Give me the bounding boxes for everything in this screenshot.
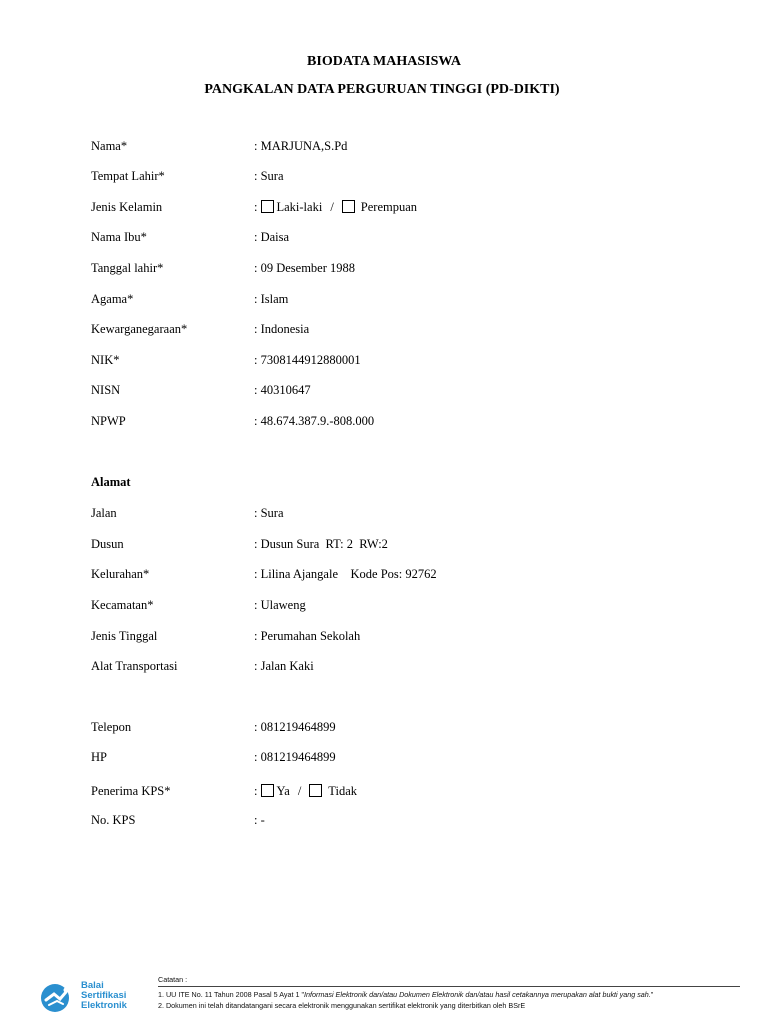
jk-colon: : bbox=[254, 200, 258, 214]
npwp-value: : 48.674.387.9.-808.000 bbox=[254, 414, 375, 428]
kewarganegaraan-value: : Indonesia bbox=[254, 322, 310, 336]
jenis-kelamin-options bbox=[254, 200, 417, 215]
nama-label: Nama* bbox=[91, 139, 128, 153]
perempuan-label: Perempuan bbox=[360, 200, 418, 214]
row-kecamatan bbox=[0, 598, 768, 616]
nama-ibu-label: Nama Ibu* bbox=[91, 230, 147, 244]
jalan-label: Jalan bbox=[91, 506, 117, 520]
jk-separator: / bbox=[330, 200, 334, 214]
jalan-value: : Sura bbox=[254, 506, 284, 520]
bsre-logo-icon bbox=[38, 980, 74, 1014]
nama-ibu-value: : Daisa bbox=[254, 230, 290, 244]
kps-separator: / bbox=[297, 784, 302, 798]
row-nama bbox=[0, 139, 768, 157]
logo-text-elektronik: Elektronik bbox=[81, 1000, 127, 1011]
kps-tidak-label: Tidak bbox=[328, 784, 358, 798]
telepon-label: Telepon bbox=[91, 720, 132, 734]
perempuan-checkbox[interactable] bbox=[342, 200, 355, 213]
row-telepon bbox=[0, 720, 768, 738]
footer-divider bbox=[158, 986, 740, 987]
kewarganegaraan-label: Kewarganegaraan* bbox=[91, 322, 188, 336]
document-subtitle: PANGKALAN DATA PERGURUAN TINGGI (PD-DIKTI) bbox=[204, 82, 560, 97]
no-kps-value: : - bbox=[254, 813, 265, 827]
row-nisn bbox=[0, 383, 768, 401]
row-kelurahan bbox=[0, 567, 768, 585]
nik-value: : 7308144912880001 bbox=[254, 353, 361, 367]
kps-tidak-checkbox[interactable] bbox=[309, 784, 322, 797]
row-npwp bbox=[0, 414, 768, 432]
row-nama-ibu bbox=[0, 230, 768, 248]
logo-text-sertifikasi: Sertifikasi bbox=[81, 990, 127, 1001]
row-jalan bbox=[0, 506, 768, 524]
row-kewarganegaraan bbox=[0, 322, 768, 340]
laki-laki-checkbox[interactable] bbox=[261, 200, 274, 213]
document-title: BIODATA MAHASISWA bbox=[307, 54, 461, 69]
row-jenis-kelamin bbox=[0, 200, 768, 218]
agama-value: : Islam bbox=[254, 292, 289, 306]
kecamatan-value: : Ulaweng bbox=[254, 598, 306, 612]
kps-colon: : bbox=[254, 784, 258, 798]
kecamatan-label: Kecamatan* bbox=[91, 598, 154, 612]
laki-laki-label: Laki-laki bbox=[276, 200, 323, 214]
nisn-value: : 40310647 bbox=[254, 383, 311, 397]
agama-label: Agama* bbox=[91, 292, 134, 306]
logo-text-balai: Balai bbox=[81, 980, 104, 991]
dusun-value: : Dusun Sura RT: 2 RW:2 bbox=[254, 537, 388, 551]
jenis-tinggal-label: Jenis Tinggal bbox=[91, 629, 158, 643]
hp-label: HP bbox=[91, 750, 107, 764]
row-no-kps bbox=[0, 813, 768, 831]
row-hp bbox=[0, 750, 768, 768]
tanggal-lahir-value: : 09 Desember 1988 bbox=[254, 261, 356, 275]
nik-label: NIK* bbox=[91, 353, 120, 367]
note-1-quote: Informasi Elektronik dan/atau Dokumen Elektronik dan/atau hasil cetakannya merupakan alat bukti yang sah. bbox=[304, 990, 651, 999]
nama-value: : MARJUNA,S.Pd bbox=[254, 139, 348, 153]
row-dusun bbox=[0, 537, 768, 555]
tempat-lahir-value: : Sura bbox=[254, 169, 284, 183]
catatan-note-2: 2. Dokumen ini telah ditandatangani secara elektronik menggunakan sertifikat elektronik yang diterbitkan oleh BSrE bbox=[158, 1001, 526, 1010]
note-1-prefix: 1. UU ITE No. 11 Tahun 2008 Pasal 5 Ayat 1 " bbox=[158, 990, 304, 999]
row-tanggal-lahir bbox=[0, 261, 768, 279]
jenis-kelamin-label: Jenis Kelamin bbox=[91, 200, 163, 214]
tempat-lahir-label: Tempat Lahir* bbox=[91, 169, 165, 183]
alamat-heading: Alamat bbox=[91, 475, 131, 489]
penerima-kps-label: Penerima KPS* bbox=[91, 784, 171, 798]
catatan-heading: Catatan : bbox=[158, 975, 188, 984]
npwp-label: NPWP bbox=[91, 414, 126, 428]
kps-ya-label: Ya bbox=[276, 784, 290, 798]
catatan-note-1 bbox=[158, 990, 653, 999]
row-alat-transportasi bbox=[0, 659, 768, 677]
alat-transportasi-value: : Jalan Kaki bbox=[254, 659, 314, 673]
hp-value: : 081219464899 bbox=[254, 750, 336, 764]
nisn-label: NISN bbox=[91, 383, 121, 397]
row-penerima-kps bbox=[0, 784, 768, 802]
row-jenis-tinggal bbox=[0, 629, 768, 647]
alat-transportasi-label: Alat Transportasi bbox=[91, 659, 178, 673]
telepon-value: : 081219464899 bbox=[254, 720, 336, 734]
dusun-label: Dusun bbox=[91, 537, 124, 551]
row-tempat-lahir bbox=[0, 169, 768, 187]
bsre-logo bbox=[38, 976, 158, 1016]
kelurahan-value: : Lilina Ajangale Kode Pos: 92762 bbox=[254, 567, 437, 581]
no-kps-label: No. KPS bbox=[91, 813, 136, 827]
row-agama bbox=[0, 292, 768, 310]
note-1-suffix: " bbox=[650, 990, 654, 999]
tanggal-lahir-label: Tanggal lahir* bbox=[91, 261, 164, 275]
row-nik bbox=[0, 353, 768, 371]
kps-ya-checkbox[interactable] bbox=[261, 784, 274, 797]
jenis-tinggal-value: : Perumahan Sekolah bbox=[254, 629, 361, 643]
kelurahan-label: Kelurahan* bbox=[91, 567, 150, 581]
penerima-kps-options bbox=[254, 784, 357, 799]
